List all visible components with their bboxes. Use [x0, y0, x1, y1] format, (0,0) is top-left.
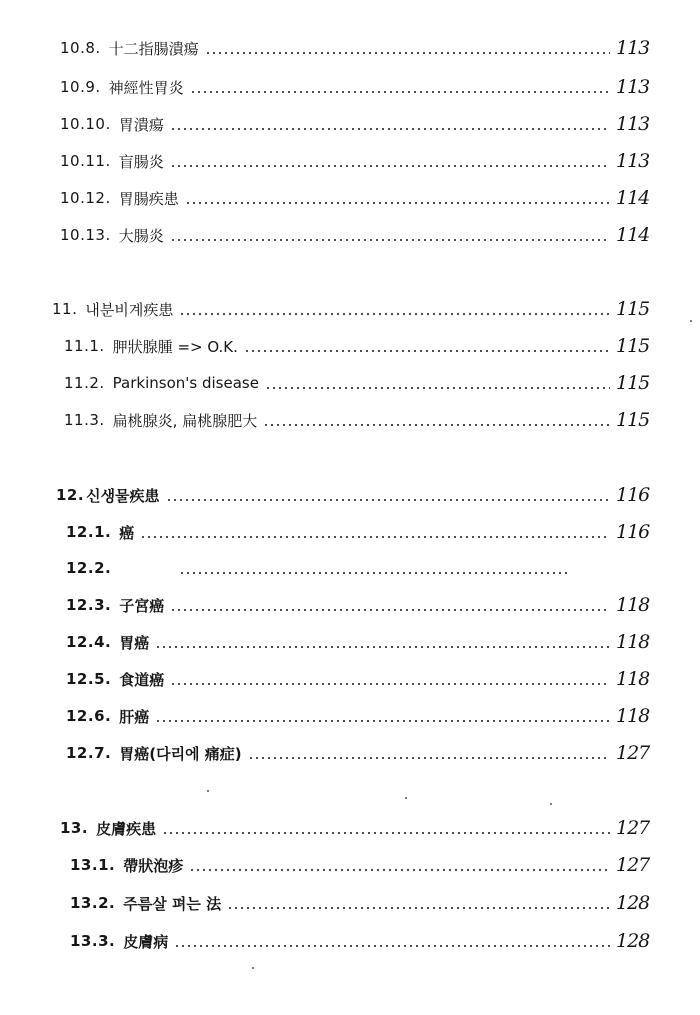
toc-entry-12-5 — [66, 664, 650, 694]
toc-entry-title: 盲腸炎 — [118, 152, 164, 171]
toc-section-13 — [60, 813, 650, 843]
toc-entry-number: 12.7. — [66, 744, 112, 762]
toc-entry-13-3 — [70, 926, 650, 956]
dot-leader — [190, 91, 610, 93]
toc-entry-page: 118 — [616, 705, 650, 727]
dot-leader — [244, 350, 610, 352]
toc-entry-title: 주름살 펴는 法 — [123, 894, 222, 913]
dot-leader — [185, 202, 610, 204]
toc-entry-title: 帶狀泡疹 — [123, 856, 184, 875]
toc-entry-title: 皮膚疾患 — [96, 819, 157, 838]
toc-entry-number: 13.3. — [70, 932, 116, 950]
toc-entry-10-12 — [60, 183, 650, 213]
toc-entry-page: 127 — [616, 854, 650, 876]
dot-leader — [170, 609, 610, 611]
toc-entry-page: 116 — [616, 484, 650, 506]
toc-entry-title: 胃腸疾患 — [118, 189, 179, 208]
dot-leader — [189, 869, 610, 871]
toc-entry-11-1 — [64, 331, 650, 361]
scan-speck — [550, 803, 552, 805]
toc-entry-title: Parkinson's disease — [112, 374, 259, 392]
toc-entry-page: 128 — [616, 930, 650, 952]
toc-entry-number: 12.2. — [66, 559, 112, 577]
toc-entry-page: 113 — [616, 113, 650, 135]
toc-entry-number: 11.3. — [64, 411, 105, 429]
toc-entry-number: 10.10. — [60, 115, 111, 133]
toc-entry-title: 食道癌 — [119, 670, 165, 689]
dot-leader — [170, 165, 610, 167]
toc-entry-title: 胛狀腺腫 => O.K. — [112, 337, 238, 356]
toc-entry-page: 118 — [616, 594, 650, 616]
toc-entry-title: 肝癌 — [119, 707, 150, 726]
toc-entry-page: 115 — [616, 409, 650, 431]
dot-leader — [248, 757, 610, 759]
toc-entry-title: 癌 — [119, 523, 135, 542]
toc-entry-number: 13.1. — [70, 856, 116, 874]
scan-speck — [207, 790, 209, 792]
toc-entry-number: 12.5. — [66, 670, 112, 688]
toc-entry-title: 大腸炎 — [118, 226, 164, 245]
scan-speck — [405, 797, 407, 799]
toc-entry-page: 115 — [616, 372, 650, 394]
toc-entry-page: 114 — [616, 187, 650, 209]
dot-leader — [174, 945, 610, 947]
toc-entry-11-2 — [64, 368, 650, 398]
dot-leader — [155, 720, 610, 722]
scan-speck — [690, 320, 692, 322]
toc-entry-page: 128 — [616, 892, 650, 914]
toc-entry-10-8 — [60, 33, 650, 63]
toc-entry-13-1 — [70, 850, 650, 880]
toc-entry-page: 115 — [616, 298, 650, 320]
toc-entry-10-13 — [60, 220, 650, 250]
dot-leader — [162, 832, 610, 834]
toc-entry-title: 胃癌(다리에 痛症) — [119, 744, 242, 763]
dot-leader — [170, 128, 610, 130]
toc-entry-12-3 — [66, 590, 650, 620]
toc-entry-10-9 — [60, 72, 650, 102]
toc-entry-13-2 — [70, 888, 650, 918]
toc-entry-number: 13. — [60, 819, 89, 837]
dot-leader — [155, 646, 610, 648]
toc-entry-page: 113 — [616, 76, 650, 98]
toc-entry-title: 子宮癌 — [119, 596, 165, 615]
dot-leader — [227, 907, 610, 909]
toc-entry-title: 내분비계疾患 — [85, 300, 174, 319]
dot-leader — [263, 424, 610, 426]
toc-entry-number: 12.1. — [66, 523, 112, 541]
toc-entry-10-10 — [60, 109, 650, 139]
toc-entry-number: 12. — [56, 486, 85, 504]
toc-entry-12-2 — [66, 553, 650, 583]
toc-entry-number: 13.2. — [70, 894, 116, 912]
toc-section-12 — [56, 480, 650, 510]
toc-section-11 — [52, 294, 650, 324]
dot-leader — [265, 387, 610, 389]
dot-leader — [166, 499, 610, 501]
toc-entry-12-6 — [66, 701, 650, 731]
toc-entry-10-11 — [60, 146, 650, 176]
toc-entry-page: 113 — [616, 37, 650, 59]
toc-entry-11-3 — [64, 405, 650, 435]
dot-leader — [140, 536, 610, 538]
toc-entry-page: 127 — [616, 742, 650, 764]
dot-leader — [170, 239, 610, 241]
toc-entry-number: 10.13. — [60, 226, 111, 244]
toc-entry-title: 扁桃腺炎, 扁桃腺肥大 — [112, 411, 258, 430]
toc-entry-number: 12.4. — [66, 633, 112, 651]
dot-leader — [205, 52, 610, 54]
toc-entry-page: 127 — [616, 817, 650, 839]
toc-entry-title: 十二指腸潰瘍 — [108, 39, 199, 58]
toc-entry-page: 114 — [616, 224, 650, 246]
toc-entry-title: 胃潰瘍 — [118, 115, 164, 134]
toc-entry-12-1 — [66, 517, 650, 547]
toc-entry-number: 11. — [52, 300, 78, 318]
scan-speck — [252, 967, 254, 969]
toc-entry-number: 10.8. — [60, 39, 101, 57]
toc-entry-title: 神經性胃炎 — [108, 78, 184, 97]
toc-entry-title: 신생물疾患 — [86, 486, 160, 505]
dot-leader — [170, 683, 610, 685]
toc-entry-title: 胃癌 — [119, 633, 150, 652]
toc-entry-page: 115 — [616, 335, 650, 357]
toc-entry-number: 10.11. — [60, 152, 111, 170]
toc-entry-number: 11.2. — [64, 374, 105, 392]
toc-entry-number: 12.6. — [66, 707, 112, 725]
toc-entry-12-4 — [66, 627, 650, 657]
toc-entry-page: 113 — [616, 150, 650, 172]
dot-leader — [179, 572, 568, 574]
toc-entry-number: 10.12. — [60, 189, 111, 207]
toc-entry-title: 皮膚病 — [123, 932, 169, 951]
toc-entry-page: 118 — [616, 668, 650, 690]
dot-leader — [179, 313, 610, 315]
toc-entry-12-7 — [66, 738, 650, 768]
toc-entry-page: 116 — [616, 521, 650, 543]
toc-entry-number: 11.1. — [64, 337, 105, 355]
toc-entry-page: 118 — [616, 631, 650, 653]
toc-entry-number: 12.3. — [66, 596, 112, 614]
toc-entry-number: 10.9. — [60, 78, 101, 96]
